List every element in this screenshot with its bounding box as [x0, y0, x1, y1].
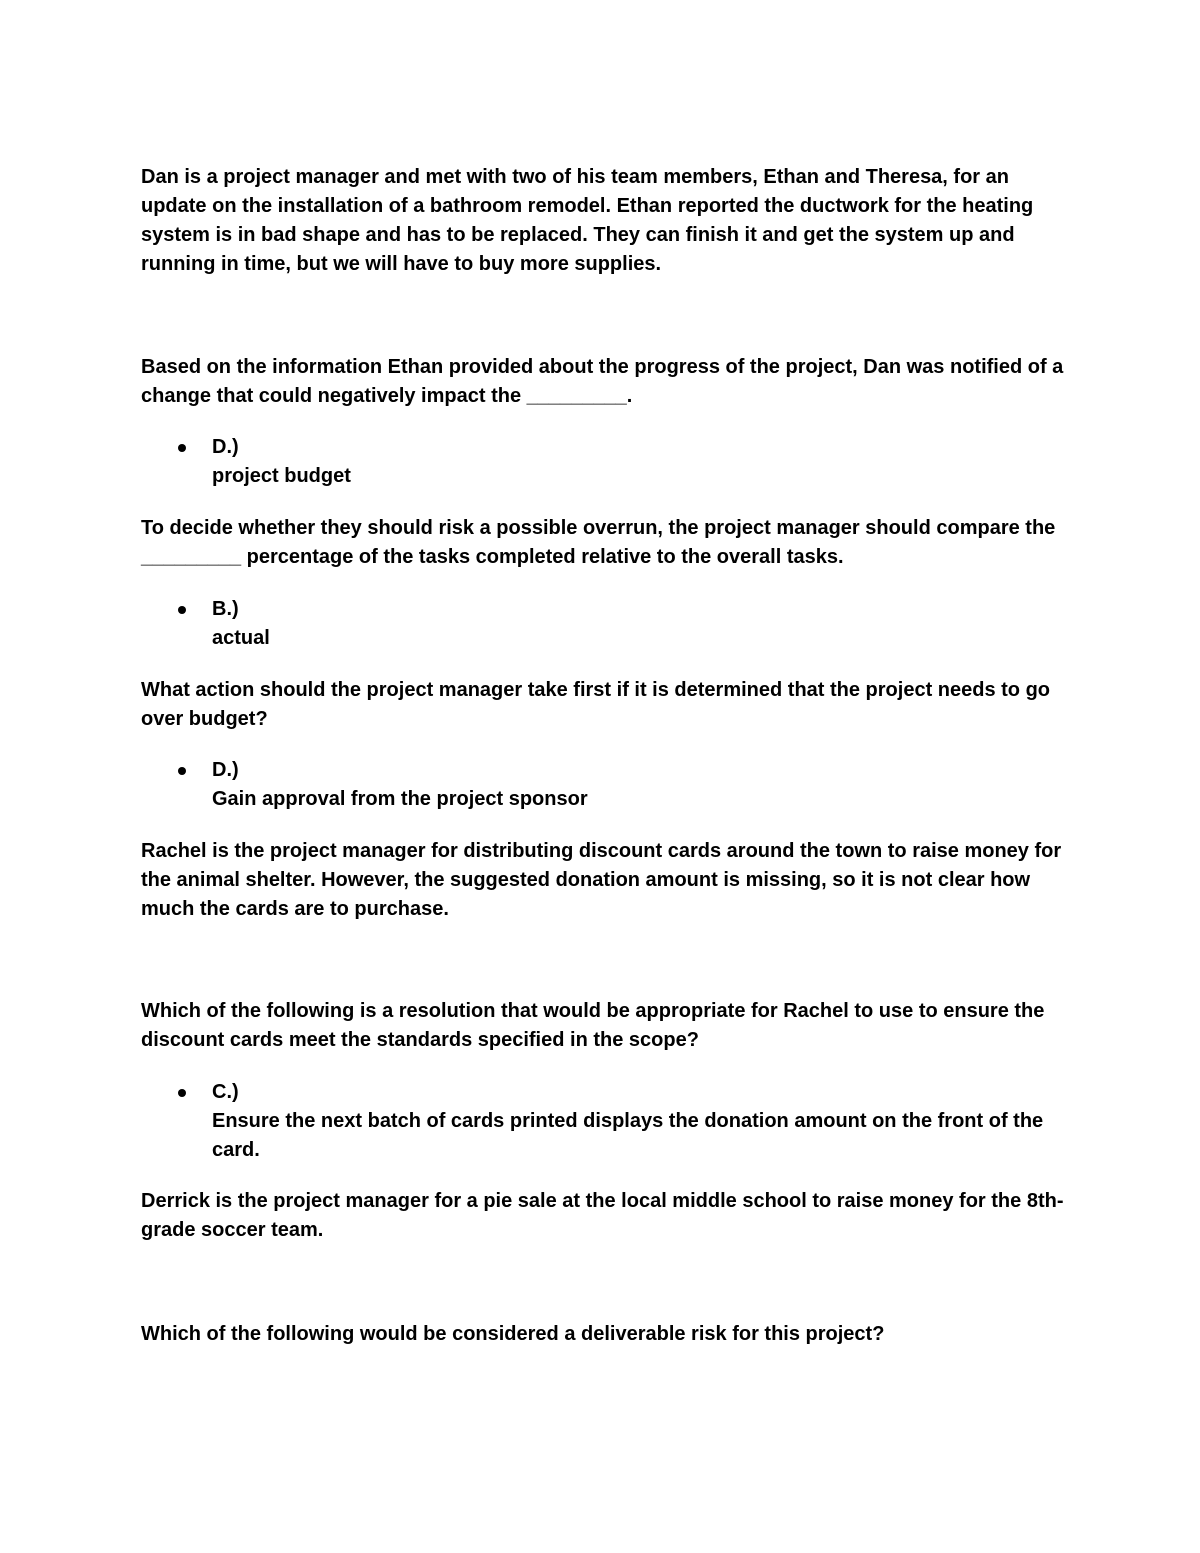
- bullet-icon: [178, 767, 186, 775]
- scenario-dan: Dan is a project manager and met with two of his team members, Ethan and Theresa, for an update on the installation of a bathroom remodel. Ethan reported the ductwork for the heating system is in bad shape and has to be replaced. They can finish it and get the system up and running in time, but we will have to buy more supplies.: [141, 166, 1034, 275]
- answer-1: [141, 433, 1066, 491]
- answer-choice: project budget: [212, 465, 351, 487]
- answer-text: [212, 756, 1066, 814]
- answer-4: [141, 1078, 1066, 1165]
- answer-3: [141, 756, 1066, 814]
- scenario-rachel: Rachel is the project manager for distributing discount cards around the town to raise money for the animal shelter. However, the suggested donation amount is missing, so it is not clear how much the cards are to purchase.: [141, 840, 1062, 920]
- answer-2: [141, 595, 1066, 653]
- question-1: Based on the information Ethan provided about the progress of the project, Dan was notified of a change that could negatively impact the _________.: [141, 356, 1064, 407]
- answer-letter: C.): [212, 1081, 239, 1103]
- bullet-icon: [178, 444, 186, 452]
- answer-letter: B.): [212, 598, 239, 620]
- answer-letter: D.): [212, 436, 239, 458]
- answer-text: [212, 1078, 1066, 1165]
- question-2: To decide whether they should risk a possible overrun, the project manager should compare the _________ percentage of the tasks completed relative to the overall tasks.: [141, 517, 1056, 568]
- answer-choice: Ensure the next batch of cards printed displays the donation amount on the front of the card.: [212, 1110, 1044, 1161]
- bullet-icon: [178, 606, 186, 614]
- scenario-derrick: Derrick is the project manager for a pie sale at the local middle school to raise money for the 8th-grade soccer team.: [141, 1190, 1064, 1241]
- answer-text: [212, 595, 1066, 653]
- question-5: Which of the following would be considered a deliverable risk for this project?: [141, 1323, 885, 1345]
- question-4: Which of the following is a resolution that would be appropriate for Rachel to use to ensure the discount cards meet the standards specified in the scope?: [141, 1000, 1045, 1051]
- answer-letter: D.): [212, 759, 239, 781]
- question-3: What action should the project manager take first if it is determined that the project needs to go over budget?: [141, 679, 1051, 730]
- bullet-icon: [178, 1089, 186, 1097]
- answer-text: [212, 433, 1066, 491]
- answer-choice: actual: [212, 627, 270, 649]
- answer-choice: Gain approval from the project sponsor: [212, 788, 588, 810]
